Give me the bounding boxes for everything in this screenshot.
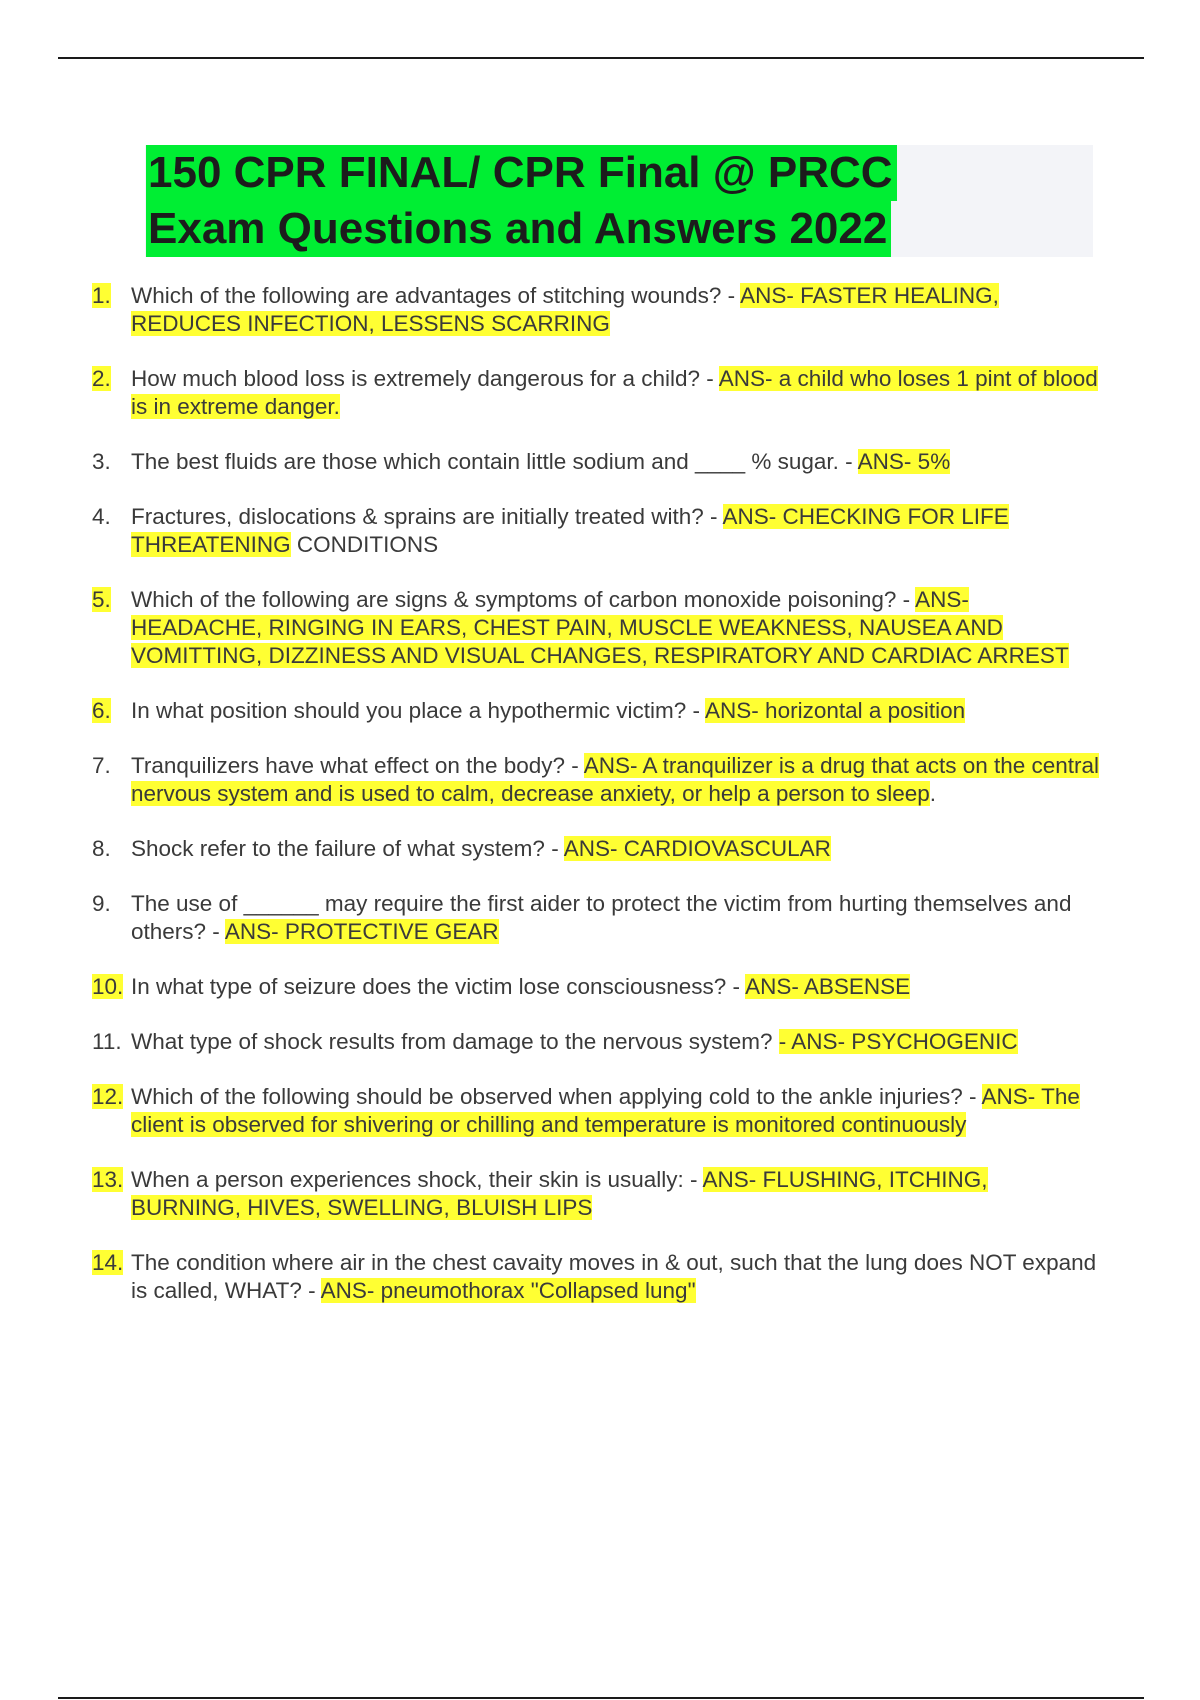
question-body — [131, 1083, 1102, 1139]
bottom-rule — [58, 1697, 1144, 1699]
answer-text: ANS- PROTECTIVE GEAR — [224, 919, 499, 944]
question-number-label: 6. — [92, 698, 111, 723]
question-text: In what type of seizure does the victim lose consciousness? - — [131, 974, 746, 999]
question-number — [92, 365, 131, 393]
answer-text: ANS- CHECKING FOR LIFE THREATENING — [131, 504, 1009, 557]
answer-text: ANS- A tranquilizer is a drug that acts on the central nervous system and is used to calm, decrease anxiety, or help a person to sleep — [131, 753, 1100, 806]
question-body — [131, 1166, 1102, 1222]
question-list — [92, 282, 1102, 1332]
question-text: In what position should you place a hypothermic victim? - — [131, 698, 706, 723]
question-body — [131, 890, 1102, 946]
question-number — [92, 1083, 131, 1111]
question-number — [92, 503, 131, 531]
answer-text: ANS- FASTER HEALING, REDUCES INFECTION, LESSENS SCARRING — [131, 283, 999, 336]
question-number-label: 5. — [92, 587, 111, 612]
question-item — [92, 890, 1102, 946]
question-item — [92, 1028, 1102, 1056]
question-item — [92, 1249, 1102, 1305]
answer-suffix: . — [929, 781, 937, 806]
answer-text: ANS- The client is observed for shivering or chilling and temperature is monitored continuously — [131, 1084, 1080, 1137]
question-number-label: 9. — [92, 891, 111, 916]
question-text: The best fluids are those which contain little sodium and ____ % sugar. - — [131, 449, 858, 474]
question-item — [92, 503, 1102, 559]
question-item — [92, 973, 1102, 1001]
question-text: What type of shock results from damage to the nervous system? — [131, 1029, 779, 1054]
question-item — [92, 697, 1102, 725]
question-body — [131, 1028, 1102, 1056]
question-number — [92, 448, 131, 476]
question-body — [131, 973, 1102, 1001]
question-number-label: 7. — [92, 753, 111, 778]
question-text: Which of the following should be observed when applying cold to the ankle injuries? - — [131, 1084, 982, 1109]
question-item — [92, 1166, 1102, 1222]
question-number-label: 11. — [92, 1029, 122, 1054]
question-number — [92, 835, 131, 863]
question-body — [131, 586, 1102, 670]
question-item — [92, 448, 1102, 476]
question-number — [92, 586, 131, 614]
question-text: When a person experiences shock, their skin is usually: - — [131, 1167, 703, 1192]
question-body — [131, 752, 1102, 808]
question-number-label: 10. — [92, 974, 124, 999]
question-number — [92, 752, 131, 780]
question-body — [131, 835, 1102, 863]
question-item — [92, 752, 1102, 808]
top-rule — [58, 57, 1144, 59]
question-number-label: 1. — [92, 283, 111, 308]
question-number — [92, 1028, 131, 1056]
answer-text: ANS- HEADACHE, RINGING IN EARS, CHEST PAIN, MUSCLE WEAKNESS, NAUSEA AND VOMITTING, DIZZINESS AND VISUAL CHANGES, RESPIRATORY AND CARDIAC ARREST — [131, 587, 1069, 668]
question-number — [92, 1249, 131, 1277]
question-text: The condition where air in the chest cavaity moves in & out, such that the lung does NOT expand is called, WHAT? - — [131, 1250, 1097, 1303]
question-number — [92, 1166, 131, 1194]
question-body — [131, 448, 1102, 476]
question-item — [92, 282, 1102, 338]
question-body — [131, 697, 1102, 725]
question-number-label: 3. — [92, 449, 111, 474]
question-text: Fractures, dislocations & sprains are initially treated with? - — [131, 504, 723, 529]
question-text: Which of the following are advantages of stitching wounds? - — [131, 283, 741, 308]
question-text: Shock refer to the failure of what system? - — [131, 836, 564, 861]
answer-text: ANS- pneumothorax "Collapsed lung" — [320, 1278, 696, 1303]
answer-text: ANS- ABSENSE — [745, 974, 911, 999]
question-text: How much blood loss is extremely dangerous for a child? - — [131, 366, 719, 391]
question-text: The use of ______ may require the first aider to protect the victim from hurting themselves and others? - — [131, 891, 1072, 944]
question-number-label: 14. — [92, 1250, 124, 1275]
question-number-label: 2. — [92, 366, 111, 391]
question-number-label: 8. — [92, 836, 111, 861]
question-text: Which of the following are signs & symptoms of carbon monoxide poisoning? - — [131, 587, 916, 612]
question-item — [92, 365, 1102, 421]
question-body — [131, 1249, 1102, 1305]
question-number-label: 13. — [92, 1167, 124, 1192]
question-item — [92, 586, 1102, 670]
answer-text: ANS- 5% — [857, 449, 951, 474]
question-number — [92, 890, 131, 918]
document-title-line-1: 150 CPR FINAL/ CPR Final @ PRCC — [146, 145, 897, 201]
answer-suffix: CONDITIONS — [290, 532, 439, 557]
answer-text: ANS- horizontal a position — [705, 698, 966, 723]
question-item — [92, 835, 1102, 863]
question-number — [92, 282, 131, 310]
answer-text: - ANS- PSYCHOGENIC — [778, 1029, 1018, 1054]
question-number-label: 4. — [92, 504, 111, 529]
question-item — [92, 1083, 1102, 1139]
answer-text: ANS- CARDIOVASCULAR — [563, 836, 831, 861]
question-number — [92, 973, 131, 1001]
question-number — [92, 697, 131, 725]
question-text: Tranquilizers have what effect on the body? - — [131, 753, 584, 778]
answer-text: ANS- a child who loses 1 pint of blood is in extreme danger. — [131, 366, 1098, 419]
question-body — [131, 282, 1102, 338]
question-body — [131, 365, 1102, 421]
question-number-label: 12. — [92, 1084, 124, 1109]
answer-text: ANS- FLUSHING, ITCHING, BURNING, HIVES, SWELLING, BLUISH LIPS — [131, 1167, 988, 1220]
document-title-line-2: Exam Questions and Answers 2022 — [146, 201, 891, 257]
question-body — [131, 503, 1102, 559]
